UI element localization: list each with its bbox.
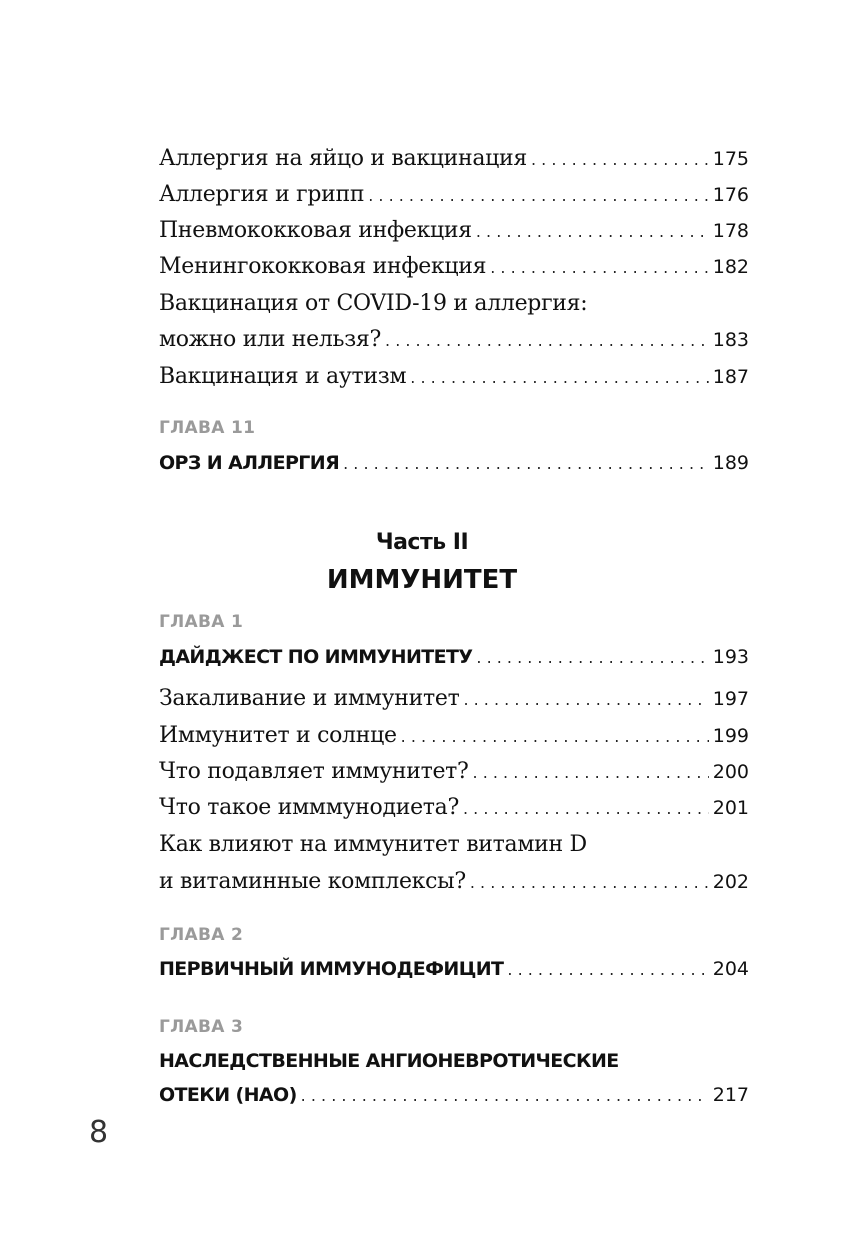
- chapter-page: 204: [712, 958, 749, 980]
- toc-entry-page: 178: [712, 220, 749, 242]
- dot-leader: [470, 873, 709, 893]
- toc-entry-title: и витаминные комплексы?: [159, 869, 466, 894]
- toc-entry: [159, 327, 749, 352]
- chapter-page: 217: [712, 1084, 749, 1106]
- toc-entry: [159, 218, 749, 243]
- dot-leader: [490, 258, 709, 278]
- toc-entry: [159, 364, 749, 389]
- toc-entry-page: 175: [712, 148, 749, 170]
- chapter-title: ДАЙДЖЕСТ ПО ИММУНИТЕТУ: [159, 646, 473, 668]
- dot-leader: [343, 454, 709, 474]
- chapter-entry: [159, 646, 749, 668]
- toc-entry-title: можно или нельзя?: [159, 327, 382, 352]
- dot-leader: [476, 222, 709, 242]
- toc-entry-page: 183: [712, 329, 749, 351]
- toc-entry-page: 200: [712, 761, 749, 783]
- toc-entry: [159, 869, 749, 894]
- toc-entry-title: Аллергия и грипп: [159, 182, 365, 207]
- chapter-entry: [159, 1084, 749, 1106]
- toc-entry-title-line1: Как влияют на иммунитет витамин D: [159, 832, 587, 857]
- toc-entry-page: 182: [712, 256, 749, 278]
- chapter-title: ОРЗ И АЛЛЕРГИЯ: [159, 452, 340, 474]
- toc-entry-page: 197: [712, 688, 749, 710]
- toc-entry-page: 202: [712, 871, 749, 893]
- chapter-title: ОТЕКИ (НАО): [159, 1084, 297, 1106]
- chapter-title-line1: НАСЛЕДСТВЕННЫЕ АНГИОНЕВРОТИЧЕСКИЕ: [159, 1050, 619, 1072]
- dot-leader: [368, 186, 709, 206]
- dot-leader: [385, 331, 709, 351]
- chapter-entry: [159, 452, 749, 474]
- toc-entry-page: 199: [712, 725, 749, 747]
- dot-leader: [410, 368, 708, 388]
- toc-entry-title: Вакцинация и аутизм: [159, 364, 407, 389]
- toc-entry: [159, 723, 749, 748]
- toc-entry-title-line1: Вакцинация от COVID-19 и аллергия:: [159, 291, 588, 316]
- toc-entry-title: Что подавляет иммунитет?: [159, 759, 469, 784]
- toc-entry-page: 201: [712, 797, 749, 819]
- page-number: 8: [89, 1115, 109, 1150]
- dot-leader: [476, 648, 708, 668]
- toc-entry: [159, 182, 749, 207]
- dot-leader: [507, 960, 708, 980]
- chapter-page: 193: [712, 646, 749, 668]
- chapter-label: ГЛАВА 2: [159, 925, 244, 945]
- chapter-label: ГЛАВА 3: [159, 1017, 244, 1037]
- dot-leader: [401, 727, 709, 747]
- chapter-entry: [159, 958, 749, 980]
- chapter-label: ГЛАВА 1: [159, 612, 244, 632]
- dot-leader: [531, 150, 709, 170]
- toc-entry-title: Менингококковая инфекция: [159, 254, 487, 279]
- chapter-label: ГЛАВА 11: [159, 418, 256, 438]
- dot-leader: [463, 799, 709, 819]
- toc-entry: [159, 254, 749, 279]
- toc-entry-title: Аллергия на яйцо и вакцинация: [159, 146, 527, 171]
- dot-leader: [463, 690, 708, 710]
- part-number: Часть II: [375, 530, 469, 555]
- toc-entry: [159, 759, 749, 784]
- toc-entry-title: Закаливание и иммунитет: [159, 686, 460, 711]
- toc-entry: [159, 146, 749, 171]
- chapter-page: 189: [712, 452, 749, 474]
- toc-entry-page: 176: [712, 184, 749, 206]
- toc-entry: [159, 686, 749, 711]
- toc-entry-page: 187: [712, 366, 749, 388]
- dot-leader: [473, 763, 709, 783]
- toc-entry-title: Пневмококковая инфекция: [159, 218, 472, 243]
- toc-entry-title: Иммунитет и солнце: [159, 723, 397, 748]
- toc-entry-title: Что такое имммунодиета?: [159, 795, 459, 820]
- dot-leader: [301, 1086, 709, 1106]
- part-title: ИММУНИТЕТ: [326, 565, 518, 595]
- toc-entry: [159, 795, 749, 820]
- chapter-title: ПЕРВИЧНЫЙ ИММУНОДЕФИЦИТ: [159, 958, 504, 980]
